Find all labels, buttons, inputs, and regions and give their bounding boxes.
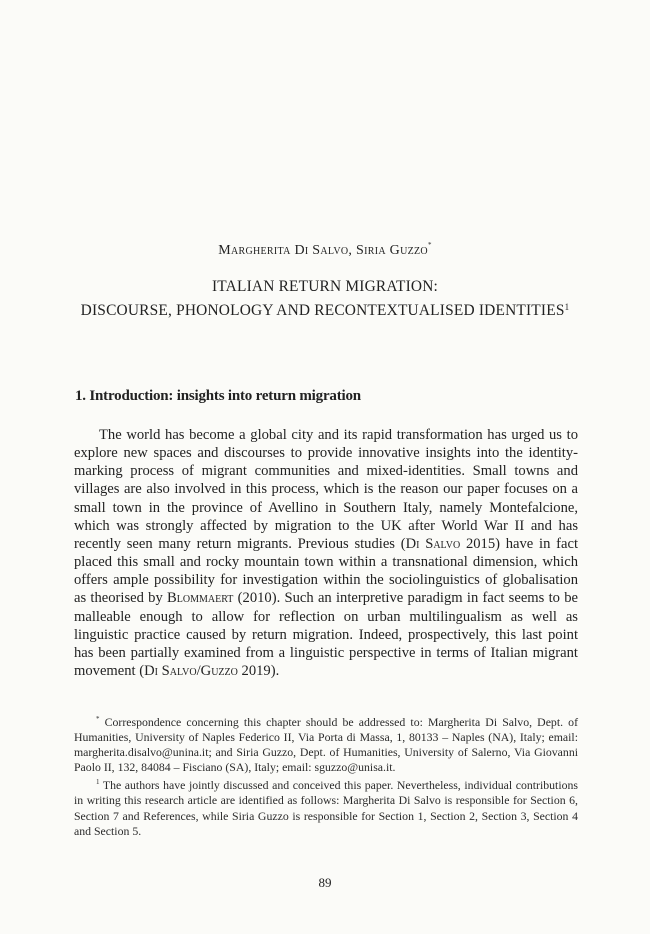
footnote-mark: 1 bbox=[96, 778, 100, 787]
article-title bbox=[0, 277, 650, 321]
section-heading: 1. Introduction: insights into return migration bbox=[75, 388, 361, 404]
page-number: 89 bbox=[318, 875, 332, 890]
footnote-mark: * bbox=[96, 715, 100, 723]
paragraph-text-1: The world has become a global city and its rapid transformation has urged us to explore new spaces and discourses to provide innovative insights into the identity-marking process of migrant communities and mixed-identities. Small towns and villages are also involved in this process, which is the reason our paper focuses on a small town in the province of Avellino in Southern Italy, namely Montefalcione, which was strongly affected by migration to the UK after World War II and has recently seen many return migrants. Previous studies ( bbox=[74, 427, 578, 552]
author-footnote-mark: * bbox=[427, 241, 432, 249]
author-line bbox=[0, 241, 650, 259]
title-line-2-text: DISCOURSE, PHONOLOGY AND RECONTEXTUALISED IDENTITIES bbox=[80, 302, 565, 319]
citation-di-salvo-guzzo: Di Salvo/Guzzo bbox=[144, 663, 238, 680]
footnote-text: Correspondence concerning this chapter should be addressed to: Margherita Di Salvo, Dept. of Humanities, University of Naples Federico II, Via Porta di Massa, 1, 80133 – Naples (NA), Italy; email: margherita.disalvo@unina.it; and Siria Guzzo, Dept. of Humanities, University of Salerno, Via Giovanni Paolo II, 132, 84084 – Fisciano (SA), Italy; email: sguzzo@unisa.it. bbox=[74, 715, 578, 775]
footnotes bbox=[74, 712, 578, 839]
author-names: Margherita Di Salvo, Siria Guzzo bbox=[218, 243, 428, 258]
footnote-text: The authors have jointly discussed and conceived this paper. Nevertheless, individual contributions in writing this research article are identified as follows: Margherita Di Salvo is responsible for Section 6, Section 7 and References, while Siria Guzzo is responsible for Section 1, Section 2, Section 3, Section 4 and Section 5. bbox=[74, 778, 578, 838]
footnote-correspondence bbox=[74, 712, 578, 775]
body-paragraph bbox=[74, 426, 578, 680]
title-footnote-mark: 1 bbox=[564, 302, 570, 312]
paragraph-text-2: 2015) have in fact placed this small and rocky mountain town within a transnational dimension, which offers ample possibility for investigation within the sociolinguistics of globalisation as theorised by bbox=[74, 535, 578, 607]
title-line-1: ITALIAN RETURN MIGRATION: bbox=[211, 278, 439, 295]
citation-di-salvo: Di Salvo bbox=[405, 535, 461, 552]
footnote-contributions bbox=[74, 775, 578, 838]
paragraph-text-3: (2010). Such an interpretive paradigm in fact seems to be malleable enough to allow for reflection on urban multilingualism as well as linguistic practice caused by return migration. Indeed, prospectively, this last point has been partially examined from a linguistic perspective in terms of Italian migrant movement ( bbox=[74, 590, 578, 680]
paragraph-text-4: 2019). bbox=[237, 663, 280, 680]
title-line-2 bbox=[0, 297, 650, 321]
citation-blommaert: Blommaert bbox=[167, 590, 234, 607]
